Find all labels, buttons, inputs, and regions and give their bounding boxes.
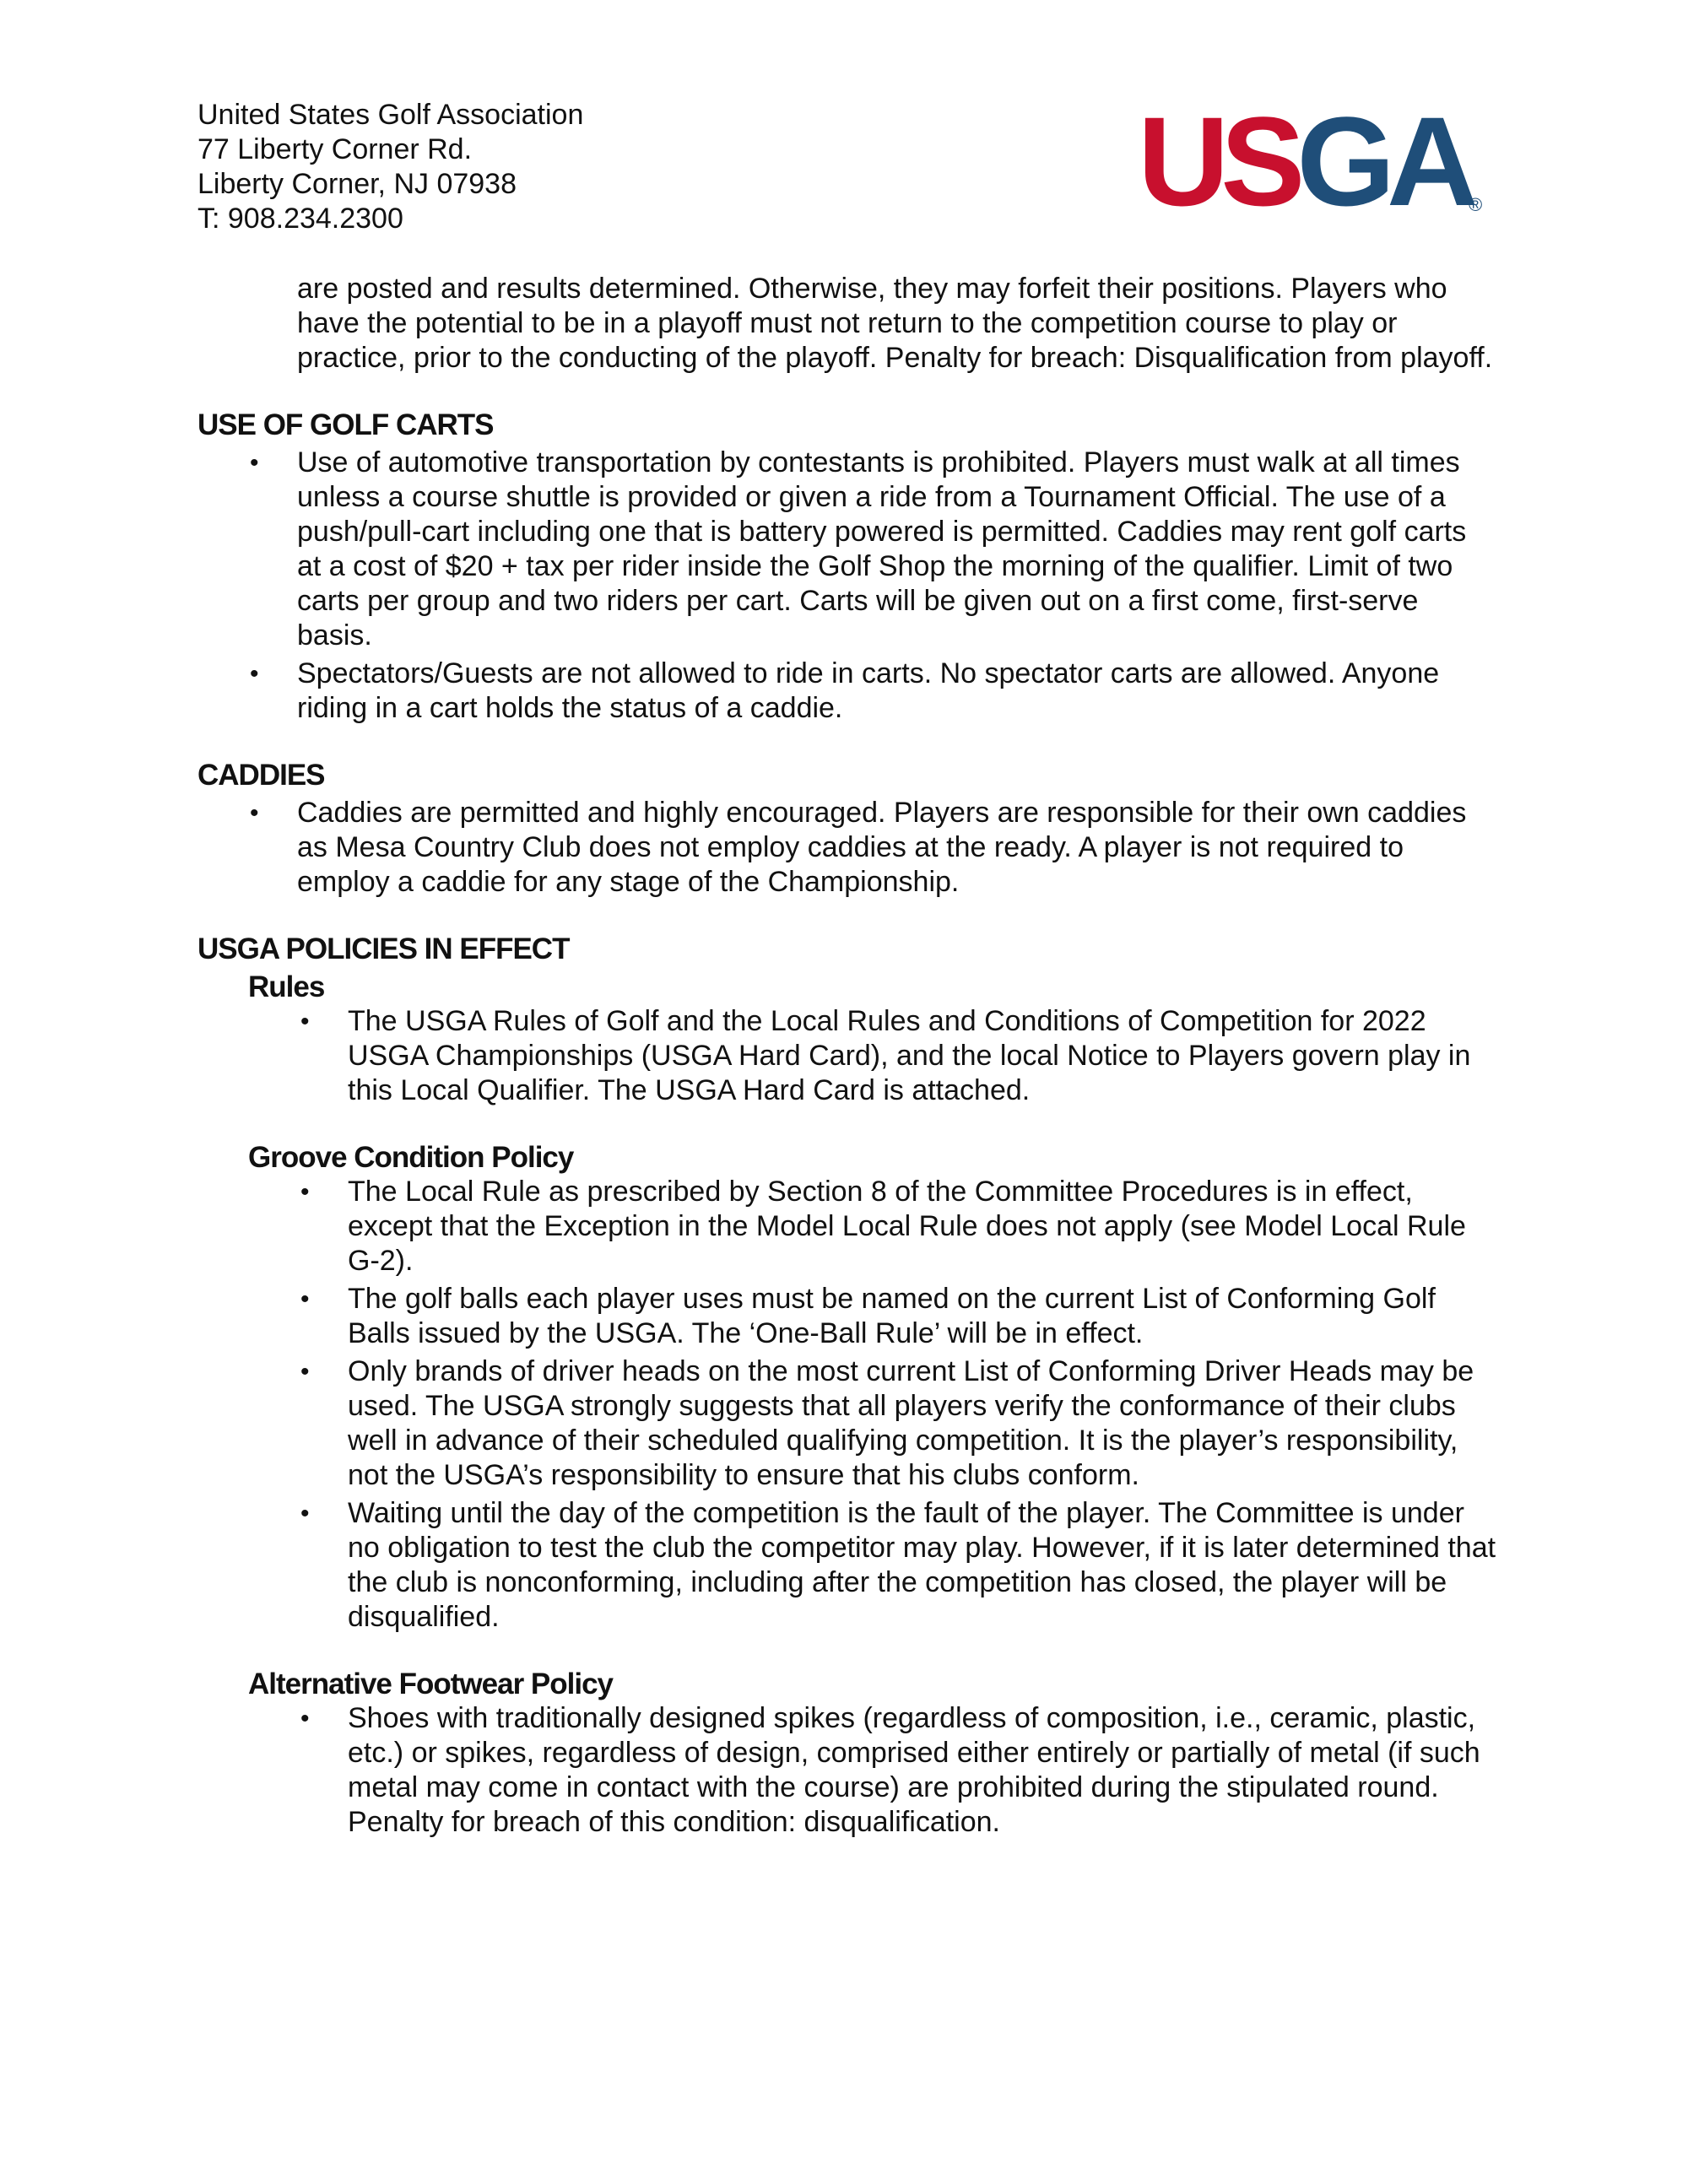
list-item xyxy=(197,657,1497,726)
bullet-icon: • xyxy=(300,1008,310,1035)
address-line-org: United States Golf Association xyxy=(197,99,584,131)
logo-registered-mark: ® xyxy=(1469,194,1483,215)
subheading-footwear-policy: Alternative Footwear Policy xyxy=(248,1668,614,1700)
list-item-text: Use of automotive transportation by contestants is prohibited. Players must walk at all times unless a course shuttle is provided or given a ride from a Tournament Official. The use of a push/pull-cart including one that is battery powered is permitted. Caddies may rent golf carts at a cost of $20 + tax per rider inside the Golf Shop the morning of the qualifier. Limit of two carts per group and two riders per cart. Carts will be given out on a first come, first-serve basis. xyxy=(297,446,1467,651)
address-line-city: Liberty Corner, NJ 07938 xyxy=(197,168,517,200)
list-item-text: The Local Rule as prescribed by Section 8 of the Committee Procedures is in effect, except that the Exception in the Model Local Rule does not apply (see Model Local Rule G-2). xyxy=(348,1176,1466,1277)
list-item-text: The golf balls each player uses must be named on the current List of Conforming Golf Balls issued by the USGA. The ‘One-Ball Rule’ will be in effect. xyxy=(348,1283,1436,1349)
continuation-paragraph: are posted and results determined. Otherwise, they may forfeit their positions. Players who have the potential to be in a playoff must not return to the competition course to play or practice, prior to the conducting of the playoff. Penalty for breach: Disqualification from playoff. xyxy=(297,273,1493,374)
document-body xyxy=(197,272,1497,1843)
list-item-text: Caddies are permitted and highly encouraged. Players are responsible for their own caddies as Mesa Country Club does not employ caddies at the ready. A player is not required to employ a caddie for any stage of the Championship. xyxy=(297,797,1467,898)
address-line-phone: T: 908.234.2300 xyxy=(197,203,403,235)
subheading-groove-policy: Groove Condition Policy xyxy=(248,1141,574,1174)
bullet-icon: • xyxy=(300,1705,310,1733)
address-line-street: 77 Liberty Corner Rd. xyxy=(197,133,473,165)
golf-carts-list xyxy=(197,446,1497,726)
caddies-list xyxy=(197,796,1497,900)
list-item xyxy=(197,796,1497,900)
logo-text-ga: GA xyxy=(1296,105,1470,215)
list-item-text: Spectators/Guests are not allowed to ride in carts. No spectator carts are allowed. Anyone riding in a cart holds the status of a caddie. xyxy=(297,657,1440,724)
list-item xyxy=(197,1004,1497,1108)
subheading-rules: Rules xyxy=(248,970,325,1003)
list-item xyxy=(197,1701,1497,1840)
list-item-text: Only brands of driver heads on the most current List of Conforming Driver Heads may be used. The USGA strongly suggests that all players verify the conformance of their clubs well in advance of their scheduled qualifying competition. It is the player’s responsibility, not the USGA’s responsibility to ensure that his clubs conform. xyxy=(348,1355,1474,1491)
footwear-policy-list xyxy=(197,1701,1497,1840)
list-item-text: The USGA Rules of Golf and the Local Rules and Conditions of Competition for 2022 USGA Championships (USGA Hard Card), and the local Notice to Players govern play in this Local Qualifier. The USGA Hard Card is attached. xyxy=(348,1005,1471,1106)
bullet-icon: • xyxy=(250,449,259,477)
bullet-icon: • xyxy=(300,1500,310,1527)
list-item-text: Waiting until the day of the competition is the fault of the player. The Committee is under no obligation to test the club the competitor may play. However, if it is later determined that the club is nonconforming, including after the competition has closed, the player will be disqualified. xyxy=(348,1497,1496,1633)
list-item xyxy=(197,1175,1497,1279)
heading-usga-policies: USGA POLICIES IN EFFECT xyxy=(197,933,570,965)
list-item xyxy=(197,1354,1497,1493)
list-item-text: Shoes with traditionally designed spikes (regardless of composition, i.e., ceramic, plastic, etc.) or spikes, regardless of design, comprised either entirely or partially of metal (if such metal may come in contact with the course) are prohibited during the stipulated round. Penalty for breach of this condition: disqualification. xyxy=(348,1702,1480,1838)
bullet-icon: • xyxy=(250,660,259,688)
bullet-icon: • xyxy=(250,799,259,827)
heading-caddies: CADDIES xyxy=(197,759,325,792)
usga-logo xyxy=(1138,105,1484,215)
groove-policy-list xyxy=(197,1175,1497,1635)
list-item xyxy=(197,1496,1497,1635)
return-address xyxy=(197,98,583,236)
heading-golf-carts: USE OF GOLF CARTS xyxy=(197,408,494,441)
bullet-icon: • xyxy=(300,1285,310,1313)
bullet-icon: • xyxy=(300,1178,310,1206)
svg-text:USGA xyxy=(1138,105,1475,215)
list-item xyxy=(197,1282,1497,1351)
logo-text-us: US xyxy=(1138,105,1297,215)
bullet-icon: • xyxy=(300,1358,310,1386)
list-item xyxy=(197,446,1497,653)
rules-list xyxy=(197,1004,1497,1108)
